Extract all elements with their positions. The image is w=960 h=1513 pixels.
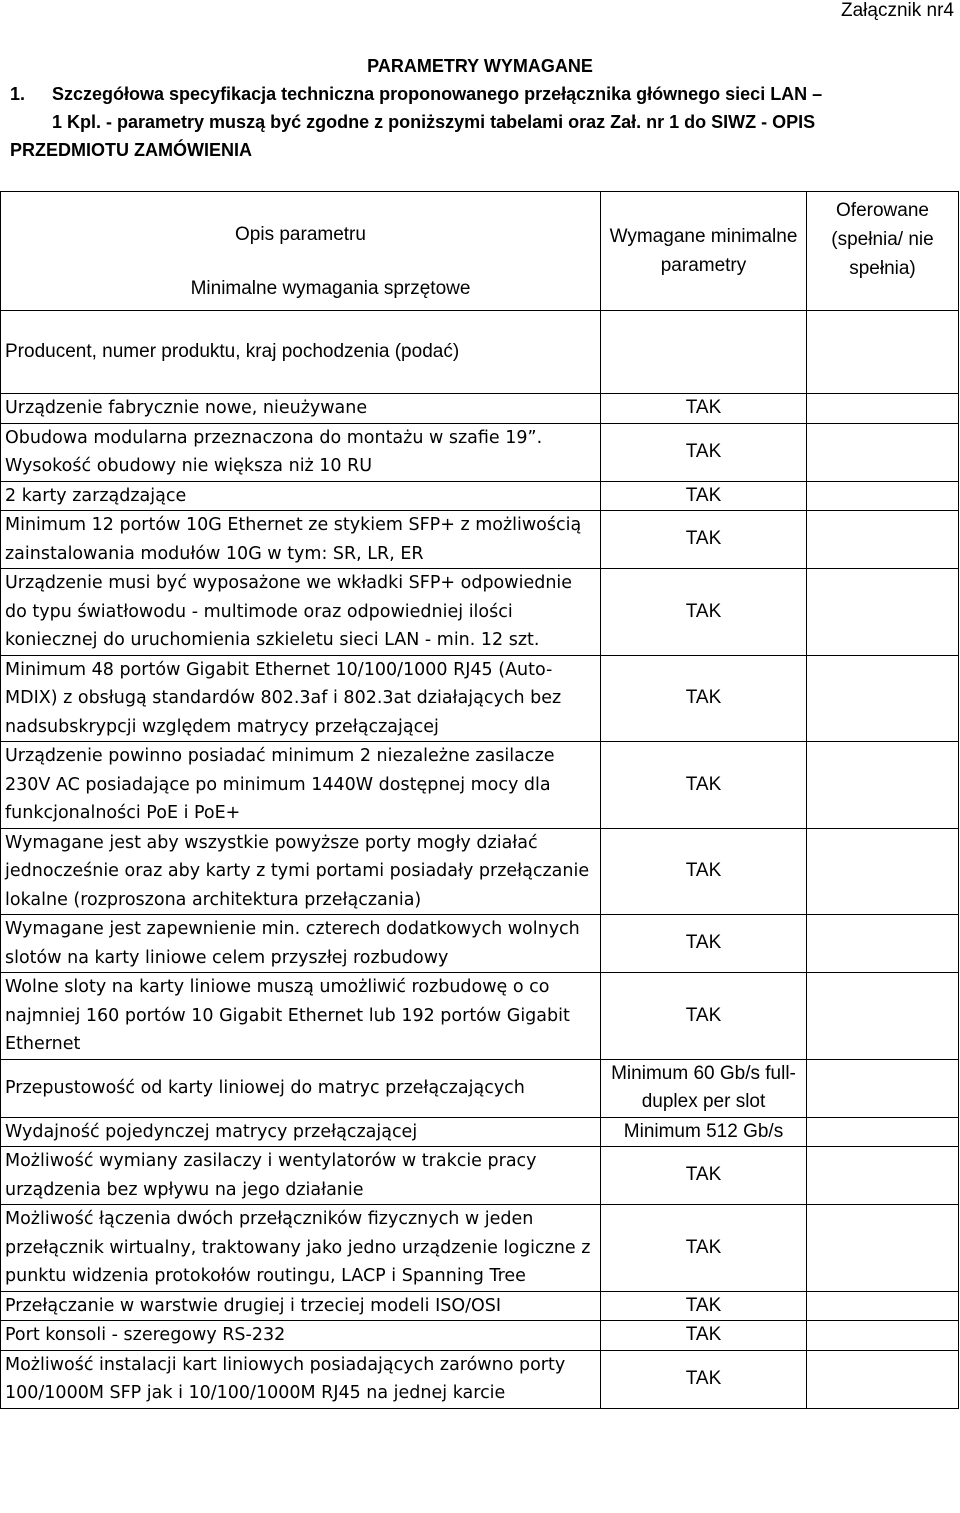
header-description-label: Opis parametru xyxy=(235,223,366,245)
row-required-value: Minimum 512 Gb/s xyxy=(601,1117,807,1147)
row-required-value: TAK xyxy=(601,655,807,742)
row-required-value: TAK xyxy=(601,742,807,829)
row-description: Obudowa modularna przeznaczona do montażu w szafie 19”. Wysokość obudowy nie większa niż 10 RU xyxy=(1,423,601,481)
table-row xyxy=(1,1291,959,1321)
item-text-line2: 1 Kpl. - parametry muszą być zgodne z poniższymi tabelami oraz Zał. nr 1 do SIWZ - OPIS xyxy=(52,112,816,132)
table-row xyxy=(1,569,959,656)
row-description: Wydajność pojedynczej matrycy przełączającej xyxy=(1,1117,601,1147)
row-required-value: TAK xyxy=(601,1291,807,1321)
item-text-line1: Szczegółowa specyfikacja techniczna proponowanego przełącznika głównego sieci LAN – xyxy=(52,84,823,104)
header-offered xyxy=(807,192,959,311)
page-heading: PARAMETRY WYMAGANE xyxy=(367,56,593,76)
row-description: Przełączanie w warstwie drugiej i trzeciej modeli ISO/OSI xyxy=(1,1291,601,1321)
row-required-value: TAK xyxy=(601,1321,807,1351)
row-description: Urządzenie musi być wyposażone we wkładki SFP+ odpowiednie do typu światłowodu - multimode oraz odpowiedniej ilości koniecznej do uruchomienia szkieletu sieci LAN - min. 12 szt. xyxy=(1,569,601,656)
table-row xyxy=(1,1321,959,1351)
row-required-value: TAK xyxy=(601,511,807,569)
row-description: Port konsoli - szeregowy RS-232 xyxy=(1,1321,601,1351)
header-description xyxy=(1,192,601,311)
row-required-value: TAK xyxy=(601,394,807,424)
row-required-value: TAK xyxy=(601,1350,807,1408)
table-header-row xyxy=(1,192,959,311)
row-offered-cell[interactable] xyxy=(807,394,959,424)
header-subheading: Minimalne wymagania sprzętowe xyxy=(190,277,471,299)
item-text-line3: PRZEDMIOTU ZAMÓWIENIA xyxy=(10,140,252,160)
row-offered-cell[interactable] xyxy=(807,1350,959,1408)
row-offered-cell[interactable] xyxy=(807,828,959,915)
item-number: 1. xyxy=(10,84,26,104)
row-description: Możliwość wymiany zasilaczy i wentylatorów w trakcie pracy urządzenia bez wpływu na jego działanie xyxy=(1,1147,601,1205)
producer-row xyxy=(1,311,959,394)
table-row xyxy=(1,1205,959,1292)
row-description: Przepustowość od karty liniowej do matryc przełączających xyxy=(1,1059,601,1117)
row-required-value: TAK xyxy=(601,828,807,915)
row-description: Możliwość łączenia dwóch przełączników fizycznych w jeden przełącznik wirtualny, traktowany jako jedno urządzenie logiczne z punktu widzenia protokołów routingu, LACP i Spanning Tree xyxy=(1,1205,601,1292)
row-required-value: TAK xyxy=(601,973,807,1060)
table-row xyxy=(1,1117,959,1147)
table-row xyxy=(1,1147,959,1205)
row-required-value: TAK xyxy=(601,915,807,973)
row-offered-cell[interactable] xyxy=(807,655,959,742)
row-description: Możliwość instalacji kart liniowych posiadających zarówno porty 100/1000M SFP jak i 10/100/1000M RJ45 na jednej karcie xyxy=(1,1350,601,1408)
row-offered-cell[interactable] xyxy=(807,511,959,569)
spec-intro xyxy=(10,80,950,108)
spec-table xyxy=(0,191,959,1409)
title-block xyxy=(10,52,950,164)
header-required xyxy=(601,192,807,311)
row-offered-cell[interactable] xyxy=(807,1205,959,1292)
row-offered-cell[interactable] xyxy=(807,1147,959,1205)
row-offered-cell[interactable] xyxy=(807,1291,959,1321)
table-row xyxy=(1,655,959,742)
row-offered-cell[interactable] xyxy=(807,973,959,1060)
table-row xyxy=(1,394,959,424)
row-required-value: TAK xyxy=(601,481,807,511)
row-offered-cell[interactable] xyxy=(807,915,959,973)
producer-label: Producent, numer produktu, kraj pochodzenia (podać) xyxy=(1,311,601,394)
row-offered-cell[interactable] xyxy=(807,569,959,656)
row-description: Urządzenie powinno posiadać minimum 2 niezależne zasilacze 230V AC posiadające po minimum 1440W dostępnej mocy dla funkcjonalności PoE i PoE+ xyxy=(1,742,601,829)
row-description: Minimum 48 portów Gigabit Ethernet 10/100/1000 RJ45 (Auto-MDIX) z obsługą standardów 802.3af i 802.3at działających bez nadsubskrypcji względem matrycy przełączającej xyxy=(1,655,601,742)
row-required-value: TAK xyxy=(601,1147,807,1205)
table-row xyxy=(1,742,959,829)
row-description: Minimum 12 portów 10G Ethernet ze stykiem SFP+ z możliwością zainstalowania modułów 10G w tym: SR, LR, ER xyxy=(1,511,601,569)
row-offered-cell[interactable] xyxy=(807,481,959,511)
table-row xyxy=(1,1059,959,1117)
row-required-value: TAK xyxy=(601,423,807,481)
header-offered-label: Oferowane (spełnia/ nie spełnia) xyxy=(831,200,934,279)
producer-value xyxy=(601,311,807,394)
row-offered-cell[interactable] xyxy=(807,1059,959,1117)
producer-offered xyxy=(807,311,959,394)
row-description: Wymagane jest zapewnienie min. czterech dodatkowych wolnych slotów na karty liniowe celem przyszłej rozbudowy xyxy=(1,915,601,973)
row-description: 2 karty zarządzające xyxy=(1,481,601,511)
table-row xyxy=(1,973,959,1060)
table-row xyxy=(1,481,959,511)
row-required-value: TAK xyxy=(601,1205,807,1292)
header-required-label: Wymagane minimalne parametry xyxy=(609,226,798,276)
row-offered-cell[interactable] xyxy=(807,1321,959,1351)
table-row xyxy=(1,915,959,973)
table-row xyxy=(1,1350,959,1408)
row-required-value: TAK xyxy=(601,569,807,656)
row-offered-cell[interactable] xyxy=(807,423,959,481)
annex-label: Załącznik nr4 xyxy=(841,0,954,21)
table-row xyxy=(1,511,959,569)
table-row xyxy=(1,423,959,481)
row-offered-cell[interactable] xyxy=(807,742,959,829)
row-offered-cell[interactable] xyxy=(807,1117,959,1147)
row-description: Wolne sloty na karty liniowe muszą umożliwić rozbudowę o co najmniej 160 portów 10 Gigabit Ethernet lub 192 portów Gigabit Ethernet xyxy=(1,973,601,1060)
row-description: Urządzenie fabrycznie nowe, nieużywane xyxy=(1,394,601,424)
table-row xyxy=(1,828,959,915)
row-description: Wymagane jest aby wszystkie powyższe porty mogły działać jednocześnie oraz aby karty z tymi portami posiadały przełączanie lokalne (rozproszona architektura przełączania) xyxy=(1,828,601,915)
row-required-value: Minimum 60 Gb/s full-duplex per slot xyxy=(601,1059,807,1117)
